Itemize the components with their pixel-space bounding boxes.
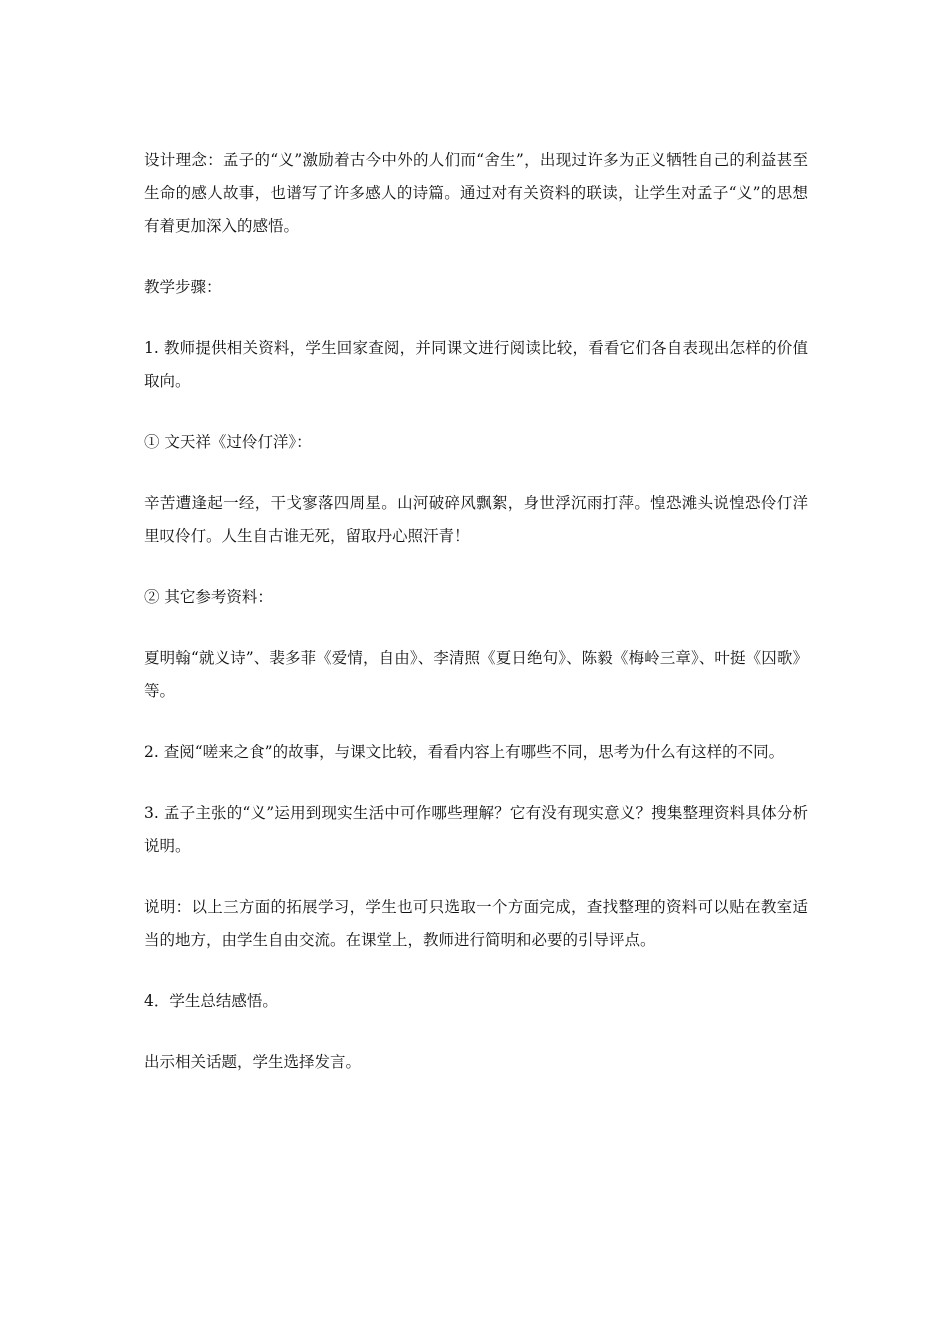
reference-list-paragraph: 夏明翰“就义诗”、裴多菲《爱情，自由》、李清照《夏日绝句》、陈毅《梅岭三章》、叶挺《囚歌》等。 (144, 649, 808, 700)
design-concept-paragraph: 设计理念：孟子的“义”激励着古今中外的人们而“舍生”，出现过许多为正义牺牲自己的利益甚至生命的感人故事，也谱写了许多感人的诗篇。通过对有关资料的联读，让学生对孟子“义”的思想有着更加深入的感悟。 (144, 151, 808, 235)
teaching-steps-heading: 教学步骤： (144, 278, 222, 296)
poem-paragraph: 辛苦遭逢起一经，干戈寥落四周星。山河破碎风飘絮，身世浮沉雨打萍。惶恐滩头说惶恐伶仃洋里叹伶仃。人生自古谁无死，留取丹心照汗青！ (144, 494, 808, 545)
reference-2-heading: ② 其它参考资料： (144, 588, 273, 606)
reference-1-heading: ① 文天祥《过伶仃洋》： (144, 433, 312, 451)
step-2-paragraph: 2. 查阅“嗟来之食”的故事，与课文比较，看看内容上有哪些不同，思考为什么有这样的不同。 (144, 743, 785, 761)
step-1-paragraph: 1. 教师提供相关资料，学生回家查阅，并同课文进行阅读比较，看看它们各自表现出怎样的价值取向。 (144, 339, 808, 390)
step-4-paragraph: 4．学生总结感悟。 (144, 992, 278, 1010)
document-body (144, 144, 808, 1107)
explanation-paragraph: 说明：以上三方面的拓展学习，学生也可只选取一个方面完成，查找整理的资料可以贴在教室适当的地方，由学生自由交流。在课堂上，教师进行简明和必要的引导评点。 (144, 898, 808, 949)
closing-paragraph: 出示相关话题，学生选择发言。 (144, 1053, 362, 1071)
step-3-paragraph: 3. 孟子主张的“义”运用到现实生活中可作哪些理解？它有没有现实意义？搜集整理资料具体分析说明。 (144, 804, 808, 855)
